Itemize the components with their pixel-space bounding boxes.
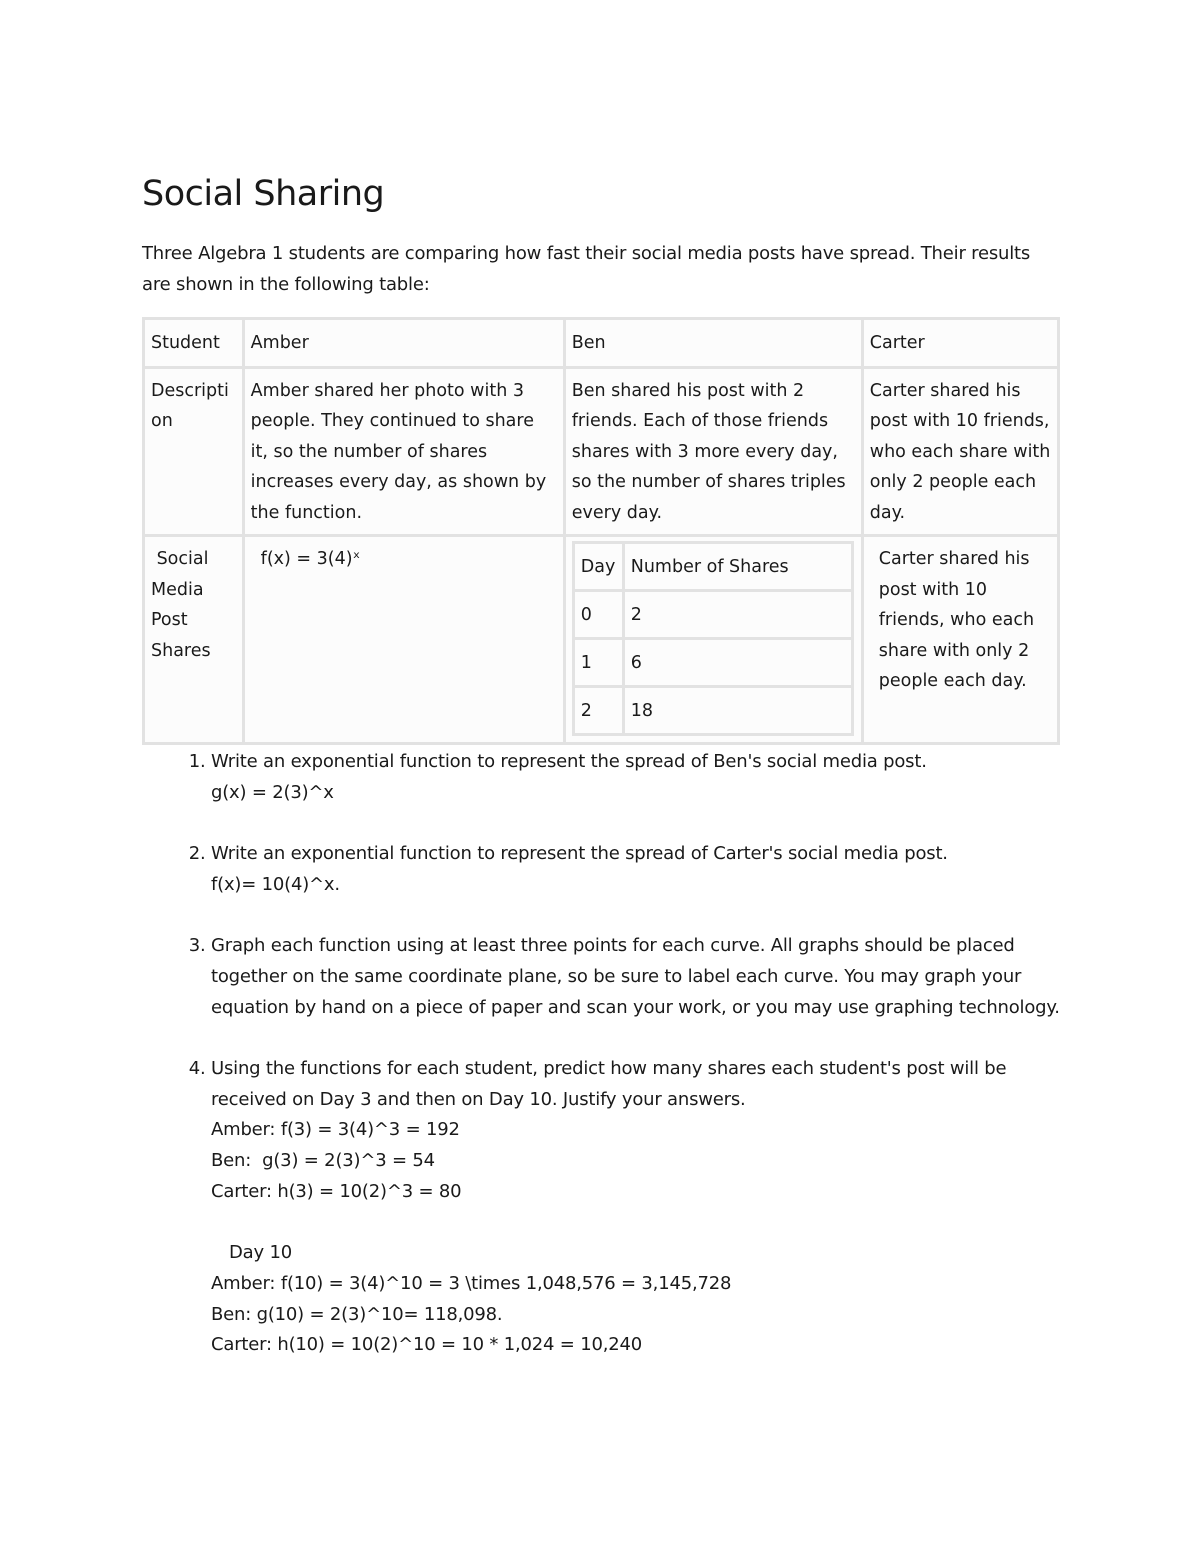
table-row — [573, 687, 852, 735]
spacer — [211, 1208, 1060, 1239]
document-page — [142, 172, 1060, 1392]
question-text: Using the functions for each student, predict how many shares each student's post will be received on Day 3 and then on Day 10. Justify your answers. — [211, 1057, 1007, 1110]
questions-list — [142, 747, 1060, 1361]
comparison-table — [142, 317, 1060, 745]
day10-carter: Carter: h(10) = 10(2)^10 = 10 * 1,024 = 10,240 — [211, 1334, 642, 1356]
question-answer: f(x)= 10(4)^x. — [211, 873, 340, 895]
header-carter: Carter — [862, 319, 1058, 368]
ben-header-shares: Number of Shares — [623, 543, 852, 591]
question-text: Graph each function using at least three points for each curve. All graphs should be placed together on the same coordinate plane, so be sure to label each curve. You may graph your equation by hand on a piece of paper and scan your work, or you may use graphing technology. — [211, 935, 1060, 1018]
question-text: Write an exponential function to represent the spread of Carter's social media post. — [211, 843, 948, 865]
carter-description: Carter shared his post with 10 friends, who each share with only 2 people each day. — [862, 367, 1058, 536]
intro-paragraph: Three Algebra 1 students are comparing how fast their social media posts have spread. Their results are shown in the following table: — [142, 243, 1031, 295]
shares-label: Social Media Post Shares — [144, 536, 244, 744]
question-2 — [211, 839, 1060, 900]
question-answer: g(x) = 2(3)^x — [211, 781, 334, 803]
day10-ben: Ben: g(10) = 2(3)^10= 118,098. — [211, 1303, 503, 1325]
ben-table-header-row — [573, 543, 852, 591]
ben-shares-value: 2 — [623, 591, 852, 639]
table-row — [573, 639, 852, 687]
ben-description: Ben shared his post with 2 friends. Each of those friends shares with 3 more every day, so the number of shares triples every day. — [564, 367, 862, 536]
question-text: Write an exponential function to represent the spread of Ben's social media post. — [211, 751, 927, 772]
header-ben: Ben — [564, 319, 862, 368]
header-student: Student — [144, 319, 244, 368]
ben-header-day: Day — [573, 543, 623, 591]
day3-carter: Carter: h(3) = 10(2)^3 = 80 — [211, 1180, 462, 1202]
ben-shares-table — [572, 541, 854, 736]
table-header-row — [144, 319, 1059, 368]
question-4 — [211, 1054, 1060, 1361]
amber-function: f(x) = 3(4)ˣ — [243, 536, 564, 744]
ben-shares-value: 6 — [623, 639, 852, 687]
description-row — [144, 367, 1059, 536]
amber-description: Amber shared her photo with 3 people. They continued to share it, so the number of shares increases every day, as shown by the function. — [243, 367, 564, 536]
ben-day-cell: 2 — [573, 687, 623, 735]
day10-amber: Amber: f(10) = 3(4)^10 = 3 \times 1,048,576 = 3,145,728 — [211, 1272, 732, 1294]
ben-shares-value: 18 — [623, 687, 852, 735]
carter-shares: Carter shared his post with 10 friends, who each share with only 2 people each day. — [862, 536, 1058, 744]
header-amber: Amber — [243, 319, 564, 368]
day3-ben: Ben: g(3) = 2(3)^3 = 54 — [211, 1150, 435, 1172]
shares-row — [144, 536, 1059, 744]
ben-day-cell: 1 — [573, 639, 623, 687]
question-3 — [211, 931, 1060, 1023]
question-1 — [211, 747, 1060, 808]
ben-shares-cell — [564, 536, 862, 744]
table-row — [573, 591, 852, 639]
day3-amber: Amber: f(3) = 3(4)^3 = 192 — [211, 1119, 460, 1141]
page-title: Social Sharing — [142, 174, 385, 214]
description-label: Descripti on — [144, 367, 244, 536]
day10-label: Day 10 — [229, 1242, 292, 1264]
ben-day-cell: 0 — [573, 591, 623, 639]
